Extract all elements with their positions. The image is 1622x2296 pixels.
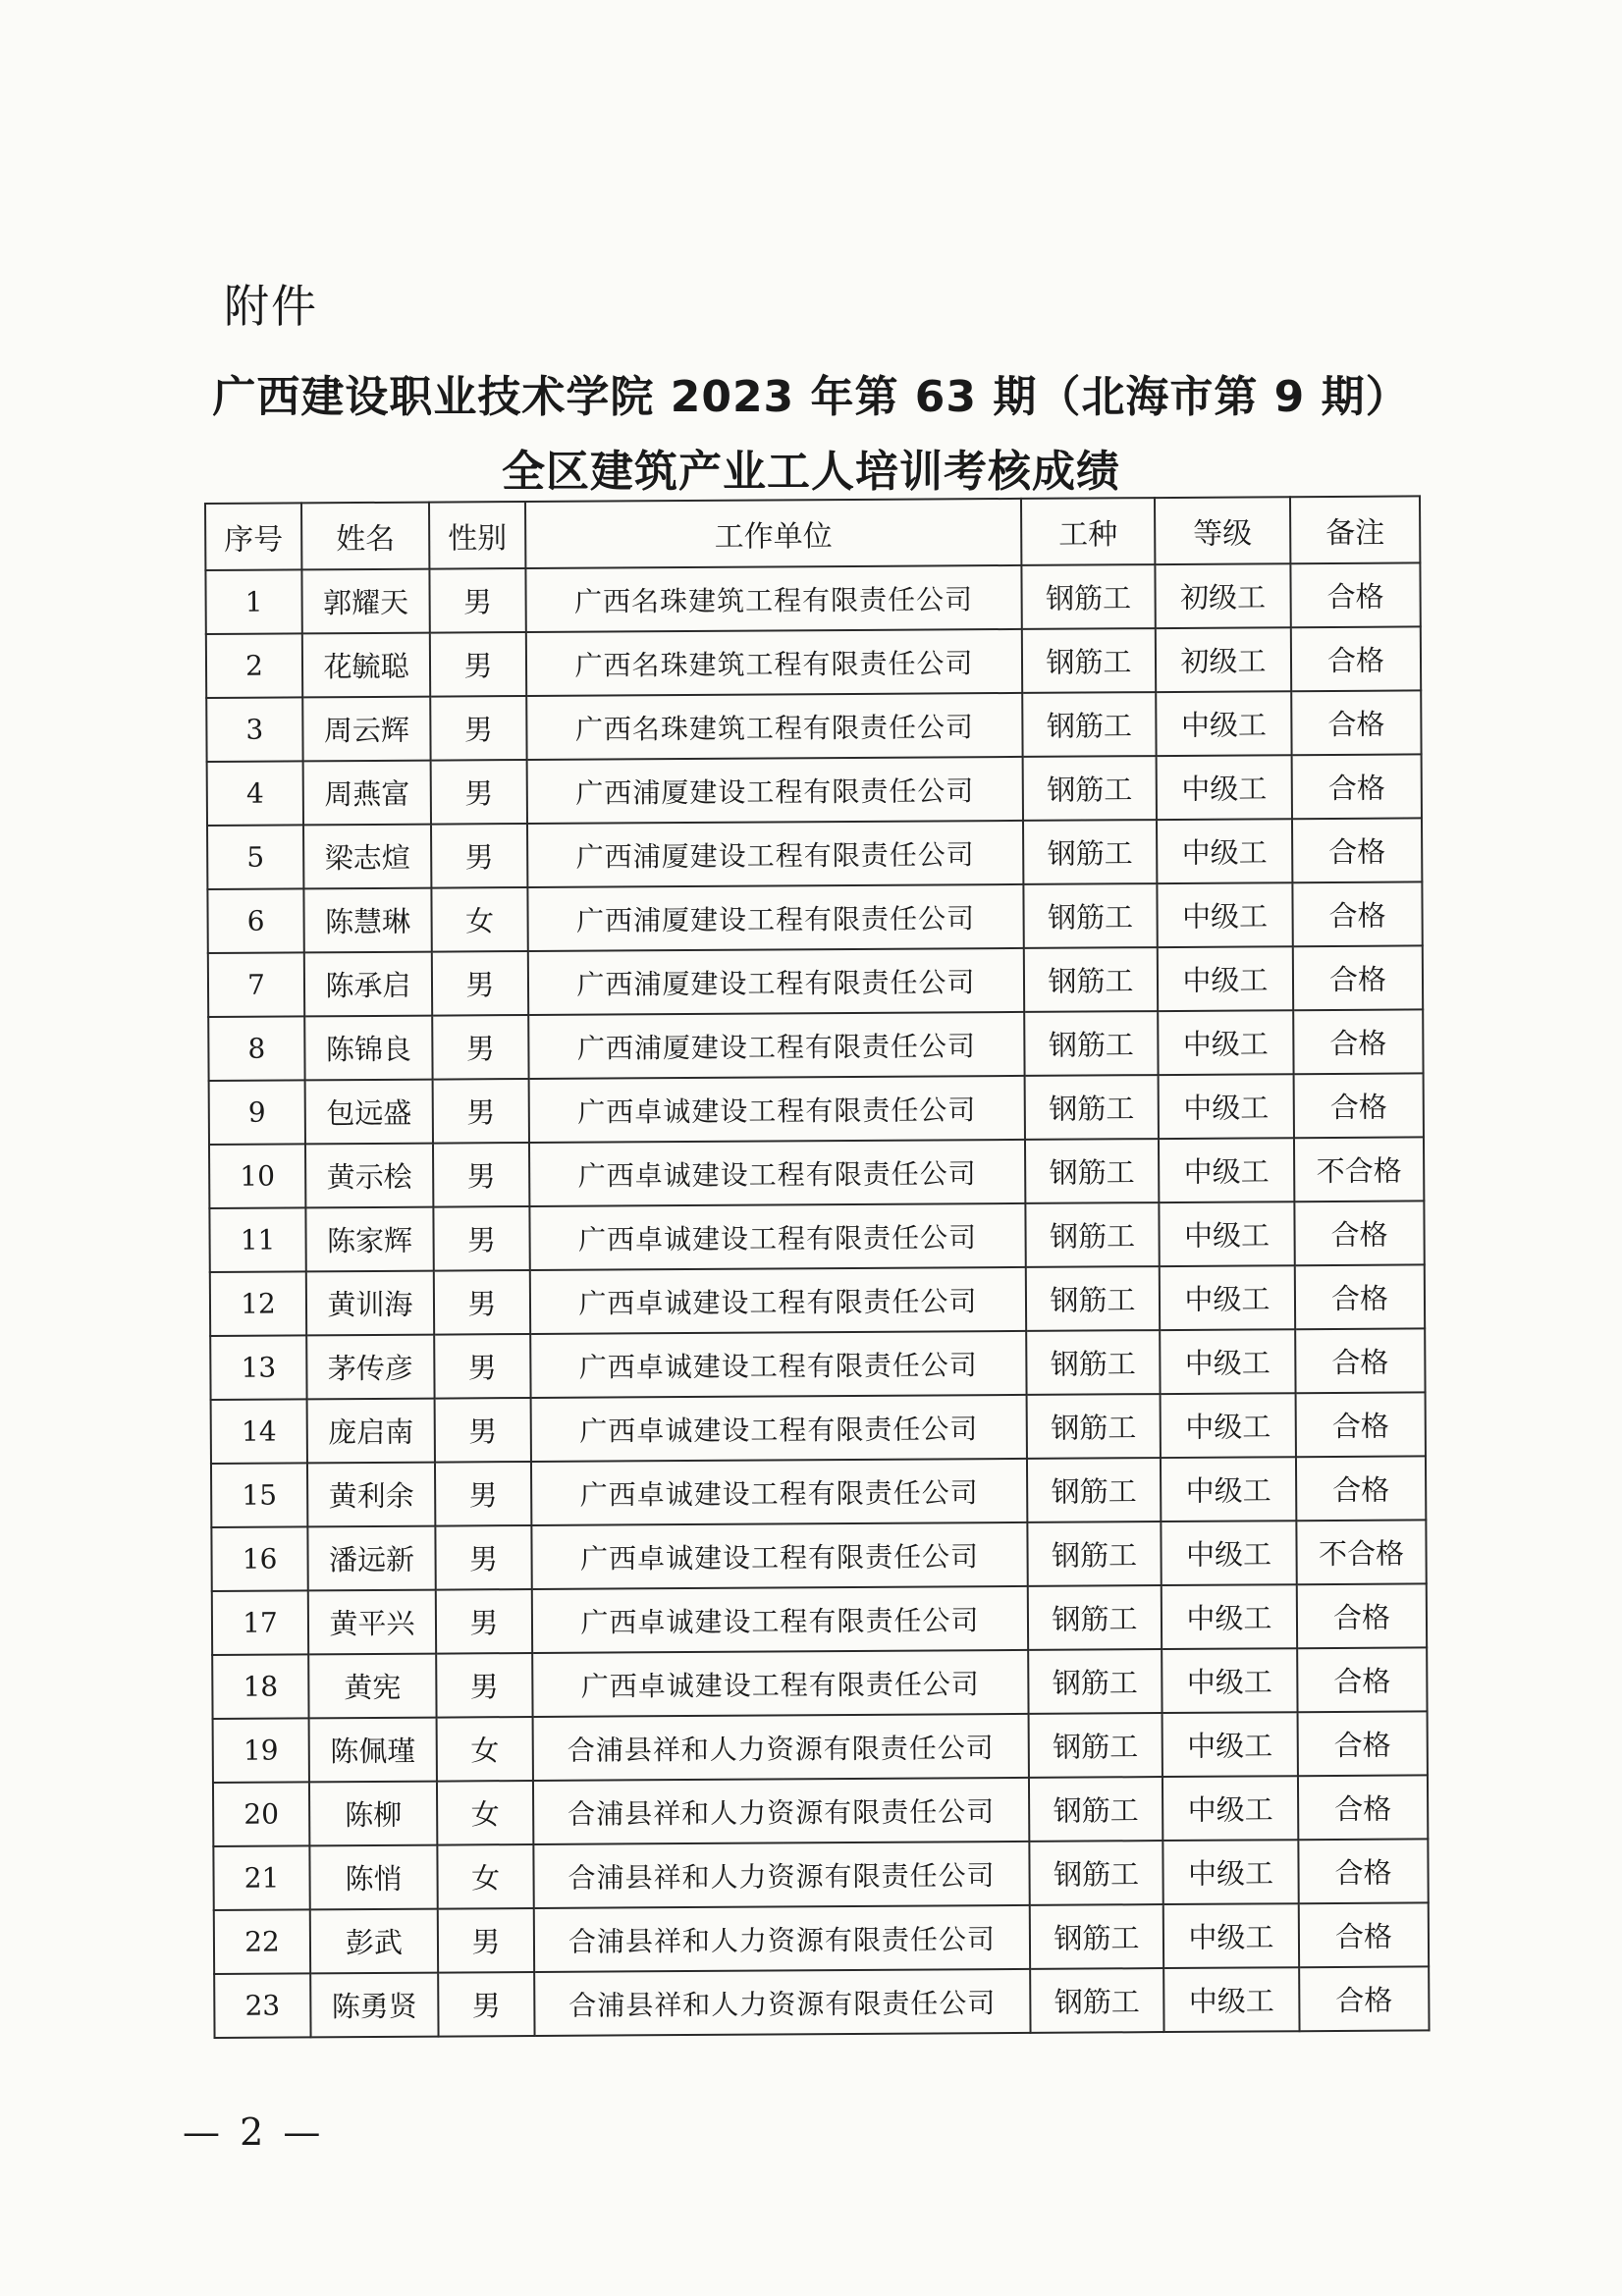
cell-name: 陈锦良 xyxy=(304,1016,432,1081)
column-header-gender: 性别 xyxy=(429,502,525,569)
cell-name: 彭武 xyxy=(310,1909,438,1974)
cell-company: 广西卓诚建设工程有限责任公司 xyxy=(531,1395,1027,1462)
cell-name: 陈柳 xyxy=(309,1782,437,1846)
cell-remark: 合格 xyxy=(1292,754,1422,819)
cell-gender: 男 xyxy=(436,1653,532,1718)
table-row xyxy=(214,1902,1429,1974)
cell-trade: 钢筋工 xyxy=(1023,756,1157,821)
cell-gender: 男 xyxy=(434,1270,530,1335)
cell-name: 庞启南 xyxy=(307,1399,435,1464)
cell-name: 陈佩瑾 xyxy=(309,1718,437,1783)
cell-no: 8 xyxy=(208,1016,304,1081)
cell-no: 9 xyxy=(209,1080,305,1145)
table-row xyxy=(211,1520,1426,1591)
cell-trade: 钢筋工 xyxy=(1027,1394,1161,1459)
table-row xyxy=(212,1647,1427,1719)
table-row xyxy=(211,1456,1426,1527)
cell-remark: 合格 xyxy=(1290,562,1420,627)
cell-trade: 钢筋工 xyxy=(1025,1202,1159,1267)
cell-no: 3 xyxy=(206,697,302,762)
cell-gender: 男 xyxy=(435,1525,531,1590)
cell-name: 黄利余 xyxy=(307,1463,435,1527)
cell-company: 广西浦厦建设工程有限责任公司 xyxy=(527,821,1023,887)
table-body xyxy=(205,562,1429,2038)
column-header-level: 等级 xyxy=(1155,497,1290,564)
cell-level: 中级工 xyxy=(1162,1648,1297,1713)
cell-no: 4 xyxy=(207,761,303,826)
cell-name: 花毓聪 xyxy=(302,633,430,698)
cell-no: 22 xyxy=(214,1909,310,1974)
cell-gender: 男 xyxy=(431,824,527,888)
cell-no: 16 xyxy=(211,1526,307,1591)
cell-remark: 合格 xyxy=(1291,690,1421,755)
cell-trade: 钢筋工 xyxy=(1024,1011,1158,1076)
cell-remark: 合格 xyxy=(1294,1201,1424,1265)
cell-company: 广西卓诚建设工程有限责任公司 xyxy=(530,1331,1026,1398)
cell-level: 中级工 xyxy=(1159,1201,1294,1266)
cell-gender: 男 xyxy=(432,1015,528,1080)
cell-no: 5 xyxy=(207,825,303,889)
cell-gender: 男 xyxy=(431,760,527,825)
cell-name: 陈慧琳 xyxy=(303,888,431,953)
cell-no: 15 xyxy=(211,1463,307,1527)
cell-name: 茅传彦 xyxy=(306,1335,434,1400)
cell-no: 1 xyxy=(205,569,301,634)
cell-level: 中级工 xyxy=(1161,1521,1296,1585)
cell-remark: 合格 xyxy=(1295,1328,1425,1393)
cell-gender: 男 xyxy=(433,1079,529,1144)
table-row xyxy=(209,1137,1424,1208)
cell-remark: 合格 xyxy=(1291,626,1421,691)
cell-remark: 合格 xyxy=(1296,1456,1426,1521)
table-row xyxy=(211,1392,1426,1464)
cell-trade: 钢筋工 xyxy=(1023,883,1157,948)
cell-trade: 钢筋工 xyxy=(1022,692,1156,757)
cell-company: 广西卓诚建设工程有限责任公司 xyxy=(532,1586,1028,1653)
cell-name: 周云辉 xyxy=(302,697,430,762)
cell-gender: 男 xyxy=(435,1398,531,1463)
table-row xyxy=(212,1583,1427,1655)
cell-level: 中级工 xyxy=(1159,1138,1294,1202)
cell-level: 中级工 xyxy=(1162,1776,1298,1841)
table-row xyxy=(209,1201,1424,1272)
cell-name: 陈悄 xyxy=(309,1845,437,1910)
scores-table xyxy=(204,495,1431,2039)
cell-remark: 合格 xyxy=(1299,1902,1429,1967)
table-header-row xyxy=(205,496,1420,570)
cell-remark: 合格 xyxy=(1299,1966,1429,2031)
cell-company: 广西卓诚建设工程有限责任公司 xyxy=(529,1076,1025,1143)
cell-gender: 男 xyxy=(433,1206,529,1271)
cell-company: 合浦县祥和人力资源有限责任公司 xyxy=(534,1969,1030,2036)
cell-trade: 钢筋工 xyxy=(1026,1266,1160,1331)
cell-trade: 钢筋工 xyxy=(1029,1841,1162,1905)
cell-gender: 男 xyxy=(430,696,526,761)
column-header-remark: 备注 xyxy=(1290,496,1420,563)
cell-remark: 不合格 xyxy=(1294,1137,1424,1201)
cell-no: 23 xyxy=(214,1973,310,2038)
cell-gender: 男 xyxy=(432,951,528,1016)
table-row xyxy=(213,1775,1428,1846)
cell-level: 中级工 xyxy=(1162,1584,1297,1649)
cell-trade: 钢筋工 xyxy=(1026,1330,1160,1395)
table-row xyxy=(210,1264,1425,1336)
cell-remark: 合格 xyxy=(1298,1839,1428,1903)
cell-company: 合浦县祥和人力资源有限责任公司 xyxy=(533,1714,1029,1781)
page-number: — 2 — xyxy=(183,2110,325,2154)
cell-level: 中级工 xyxy=(1158,946,1293,1011)
cell-gender: 男 xyxy=(429,568,525,633)
cell-company: 合浦县祥和人力资源有限责任公司 xyxy=(533,1842,1029,1908)
cell-company: 广西名珠建筑工程有限责任公司 xyxy=(526,693,1022,760)
cell-no: 19 xyxy=(213,1718,309,1783)
cell-name: 陈勇贤 xyxy=(310,1973,438,2038)
cell-name: 黄示桧 xyxy=(305,1144,433,1208)
cell-name: 黄平兴 xyxy=(308,1590,436,1655)
cell-gender: 男 xyxy=(434,1334,530,1399)
cell-level: 中级工 xyxy=(1157,882,1292,947)
cell-level: 中级工 xyxy=(1157,755,1292,820)
cell-level: 中级工 xyxy=(1163,1903,1299,1968)
table-row xyxy=(213,1711,1428,1783)
cell-level: 中级工 xyxy=(1162,1840,1298,1904)
cell-remark: 合格 xyxy=(1292,818,1422,882)
cell-trade: 钢筋工 xyxy=(1027,1522,1161,1586)
table-row xyxy=(206,626,1421,698)
cell-level: 中级工 xyxy=(1157,819,1292,883)
cell-company: 合浦县祥和人力资源有限责任公司 xyxy=(533,1778,1029,1844)
cell-company: 广西卓诚建设工程有限责任公司 xyxy=(529,1203,1025,1270)
table-row xyxy=(208,945,1423,1017)
cell-trade: 钢筋工 xyxy=(1028,1649,1162,1714)
cell-level: 中级工 xyxy=(1158,1010,1293,1075)
cell-trade: 钢筋工 xyxy=(1021,564,1155,629)
cell-company: 广西卓诚建设工程有限责任公司 xyxy=(530,1267,1026,1334)
table-row xyxy=(209,1073,1424,1145)
cell-company: 广西浦厦建设工程有限责任公司 xyxy=(527,884,1023,951)
table-row xyxy=(208,1009,1423,1081)
cell-trade: 钢筋工 xyxy=(1024,947,1158,1012)
cell-trade: 钢筋工 xyxy=(1025,1075,1159,1140)
cell-remark: 合格 xyxy=(1297,1647,1427,1712)
table-row xyxy=(214,1966,1429,2038)
cell-trade: 钢筋工 xyxy=(1025,1139,1159,1203)
cell-level: 中级工 xyxy=(1162,1712,1298,1777)
cell-no: 14 xyxy=(211,1399,307,1464)
cell-company: 广西浦厦建设工程有限责任公司 xyxy=(528,1012,1024,1079)
cell-no: 13 xyxy=(210,1335,306,1400)
document-title-line1: 广西建设职业技术学院 2023 年第 63 期（北海市第 9 期） xyxy=(212,372,1410,422)
cell-remark: 合格 xyxy=(1293,945,1423,1010)
cell-name: 包远盛 xyxy=(305,1080,433,1145)
cell-gender: 女 xyxy=(431,887,527,952)
cell-level: 中级工 xyxy=(1163,1967,1299,2032)
cell-gender: 男 xyxy=(433,1143,529,1207)
cell-gender: 男 xyxy=(438,1908,534,1973)
cell-remark: 合格 xyxy=(1298,1711,1428,1776)
column-header-name: 姓名 xyxy=(301,503,429,570)
cell-level: 中级工 xyxy=(1160,1265,1295,1330)
cell-company: 广西名珠建筑工程有限责任公司 xyxy=(526,629,1022,696)
cell-remark: 合格 xyxy=(1296,1392,1426,1457)
cell-trade: 钢筋工 xyxy=(1029,1713,1162,1778)
cell-no: 12 xyxy=(210,1271,306,1336)
cell-remark: 合格 xyxy=(1294,1073,1424,1138)
cell-remark: 合格 xyxy=(1292,881,1422,946)
cell-no: 21 xyxy=(213,1845,309,1910)
cell-level: 中级工 xyxy=(1156,691,1291,756)
column-header-company: 工作单位 xyxy=(525,499,1021,568)
cell-trade: 钢筋工 xyxy=(1023,820,1157,884)
cell-no: 7 xyxy=(208,952,304,1017)
cell-gender: 女 xyxy=(437,1717,533,1782)
cell-no: 20 xyxy=(213,1782,309,1846)
cell-remark: 不合格 xyxy=(1296,1520,1426,1584)
cell-name: 郭耀天 xyxy=(301,569,429,634)
table-row xyxy=(207,881,1422,953)
attachment-label: 附件 xyxy=(224,280,318,333)
cell-remark: 合格 xyxy=(1298,1775,1428,1840)
cell-remark: 合格 xyxy=(1297,1583,1427,1648)
cell-gender: 男 xyxy=(438,1972,534,2037)
cell-gender: 女 xyxy=(437,1781,533,1845)
cell-gender: 女 xyxy=(437,1844,533,1909)
table-row xyxy=(206,690,1421,762)
cell-company: 广西名珠建筑工程有限责任公司 xyxy=(525,565,1021,632)
cell-level: 中级工 xyxy=(1160,1329,1295,1394)
cell-company: 广西卓诚建设工程有限责任公司 xyxy=(531,1459,1027,1525)
cell-remark: 合格 xyxy=(1295,1264,1425,1329)
cell-trade: 钢筋工 xyxy=(1030,1968,1163,2033)
cell-name: 周燕富 xyxy=(303,761,431,826)
column-header-trade: 工种 xyxy=(1021,498,1155,565)
cell-level: 初级工 xyxy=(1156,627,1291,692)
table-row xyxy=(205,562,1420,634)
cell-name: 陈家辉 xyxy=(305,1207,433,1272)
cell-company: 广西卓诚建设工程有限责任公司 xyxy=(529,1140,1025,1206)
cell-no: 10 xyxy=(209,1144,305,1208)
cell-gender: 男 xyxy=(435,1462,531,1526)
document-title-line2: 全区建筑产业工人培训考核成绩 xyxy=(502,447,1120,497)
cell-level: 中级工 xyxy=(1161,1393,1296,1458)
cell-name: 黄训海 xyxy=(306,1271,434,1336)
cell-company: 广西卓诚建设工程有限责任公司 xyxy=(532,1650,1028,1717)
cell-trade: 钢筋工 xyxy=(1028,1585,1162,1650)
cell-trade: 钢筋工 xyxy=(1027,1458,1161,1522)
cell-gender: 男 xyxy=(430,632,526,697)
cell-gender: 男 xyxy=(436,1589,532,1654)
cell-no: 17 xyxy=(212,1590,308,1655)
cell-level: 中级工 xyxy=(1159,1074,1294,1139)
table-row xyxy=(207,754,1422,826)
cell-company: 广西浦厦建设工程有限责任公司 xyxy=(527,757,1023,824)
cell-trade: 钢筋工 xyxy=(1022,628,1156,693)
cell-trade: 钢筋工 xyxy=(1029,1777,1162,1842)
table-row xyxy=(210,1328,1425,1400)
table-row xyxy=(207,818,1422,889)
cell-trade: 钢筋工 xyxy=(1030,1904,1163,1969)
cell-no: 11 xyxy=(209,1207,305,1272)
cell-name: 黄宪 xyxy=(308,1654,436,1719)
cell-no: 2 xyxy=(206,633,302,698)
cell-company: 广西浦厦建设工程有限责任公司 xyxy=(528,948,1024,1015)
cell-name: 潘远新 xyxy=(307,1526,435,1591)
cell-name: 梁志煊 xyxy=(303,825,431,889)
cell-company: 合浦县祥和人力资源有限责任公司 xyxy=(534,1905,1030,1972)
cell-no: 6 xyxy=(207,888,303,953)
cell-no: 18 xyxy=(212,1654,308,1719)
cell-level: 中级工 xyxy=(1161,1457,1296,1522)
cell-remark: 合格 xyxy=(1293,1009,1423,1074)
column-header-no: 序号 xyxy=(205,503,301,570)
cell-company: 广西卓诚建设工程有限责任公司 xyxy=(531,1522,1027,1589)
cell-level: 初级工 xyxy=(1155,563,1290,628)
cell-name: 陈承启 xyxy=(304,952,432,1017)
table-row xyxy=(213,1839,1428,1910)
